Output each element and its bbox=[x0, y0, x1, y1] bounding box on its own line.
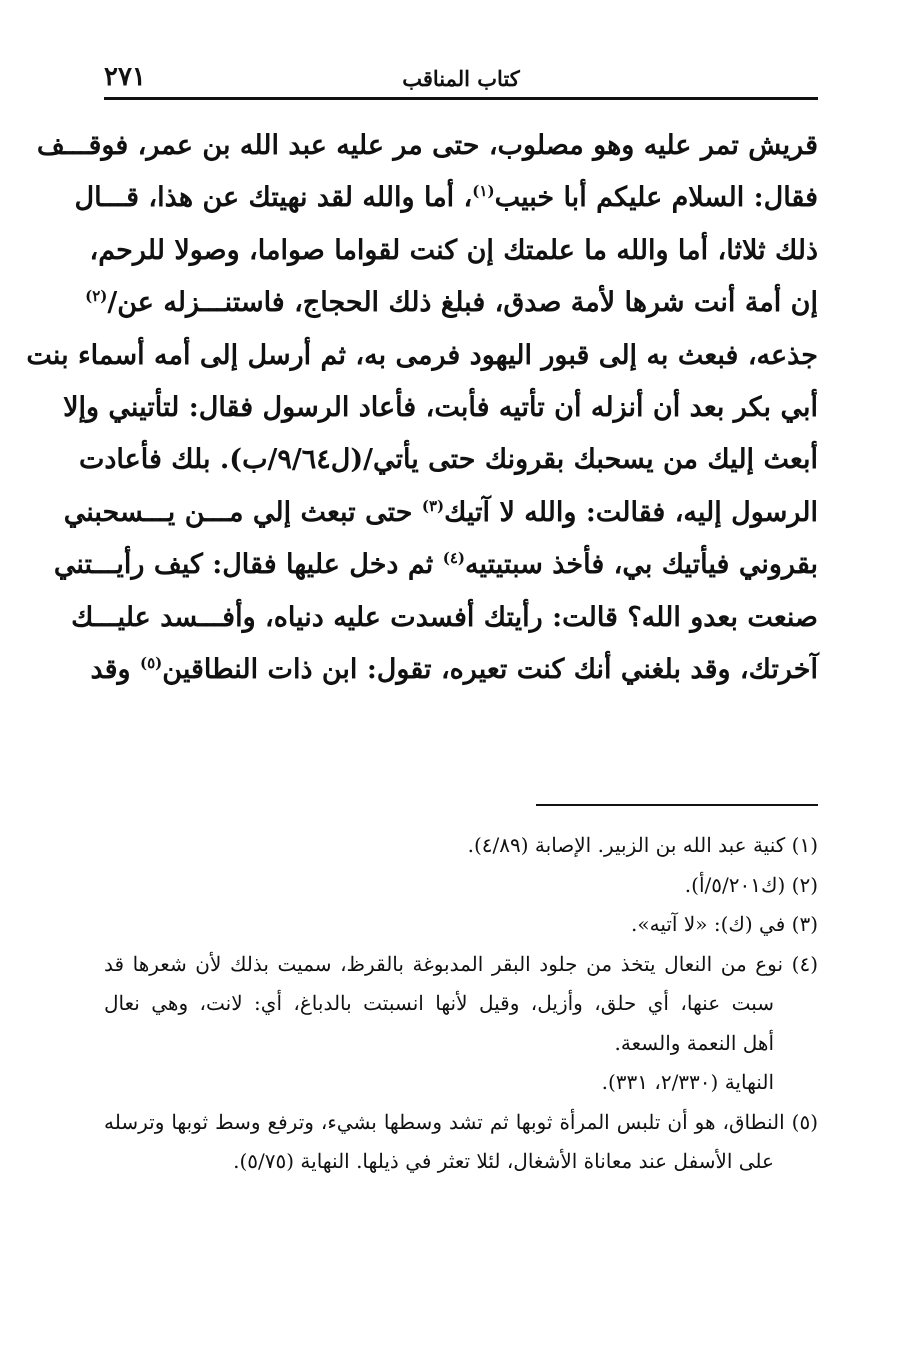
page-number: ٢٧١ bbox=[104, 62, 146, 92]
text-line: إن أمة أنت شرها لأمة صدق، فبلغ ذلك الحجاج، فاستنـــزله عن/$^{(٢)}$ bbox=[85, 287, 818, 319]
footnote-5: (٥) النطاق، هو أن تلبس المرأة ثوبها ثم تشد وسطها بشيء، وترفع وسط ثوبها وترسله bbox=[104, 1109, 818, 1134]
footnote-4-cont: سبت عنها، أي حلق، وأزيل، وقيل لأنها انسبتت بالدباغ، أي: لانت، وهي نعال bbox=[104, 991, 774, 1015]
text-line: جذعه، فبعث به إلى قبور اليهود فرمى به، ثم أرسل إلى أمه أسماء بنت bbox=[26, 339, 818, 371]
text-line: ذلك ثلاثا، أما والله ما علمتك إن كنت لقواما صواما، وصولا للرحم، bbox=[89, 234, 818, 266]
footnote-1: (١) كنية عبد الله بن الزبير. الإصابة (٤/٨٩). bbox=[467, 833, 818, 857]
footnote-ref: (٣) bbox=[421, 496, 445, 515]
footnote-ref: (٥) bbox=[139, 653, 163, 672]
footnote-separator bbox=[536, 804, 818, 806]
footnote-ref: (٤) bbox=[442, 549, 465, 568]
text-line: أبي بكر بعد أن أنزله أن تأتيه فأبت، فأعاد الرسول فقال: لتأتيني وإلا bbox=[63, 391, 818, 423]
text-line: فقال: السلام عليكم أبا خبيب$^{(١)}$، أما والله لقد نهيتك عن هذا، قـــال bbox=[74, 182, 818, 214]
footnote-4: (٤) نوع من النعال يتخذ من جلود البقر المدبوغة بالقرظ، سميت بذلك لأن شعرها قد bbox=[104, 951, 818, 976]
main-text bbox=[26, 120, 818, 696]
text-line: الرسول إليه، فقالت: والله لا آتيك$^{(٣)}$ حتى تبعث إلي مـــن يـــسحبني bbox=[63, 496, 818, 528]
footnote-3: (٣) في (ك): «لا آتيه». bbox=[631, 912, 818, 936]
footnote-4-cont: أهل النعمة والسعة. bbox=[614, 1030, 774, 1055]
text-line: قريش تمر عليه وهو مصلوب، حتى مر عليه عبد الله بن عمر، فوقـــف bbox=[36, 130, 818, 161]
header-rule bbox=[104, 97, 818, 100]
text-line: بقروني فيأتيك بي، فأخذ سبتيتيه$^{(٤)}$ ثم دخل عليها فقال: كيف رأيـــتني bbox=[53, 549, 818, 581]
chapter-title: كتاب المناقب bbox=[402, 66, 520, 91]
text-line: أبعث إليك من يسحبك بقرونك حتى يأتي/(ل٩/٦٤/ب). بلك فأعادت bbox=[78, 444, 818, 476]
footnote-2: (٢) (ك٥/٢٠١/أ). bbox=[684, 872, 818, 897]
footnotes bbox=[104, 826, 818, 1182]
text-line: آخرتك، وقد بلغني أنك كنت تعيره، تقول: ابن ذات النطاقين$^{(٥)}$ وقد bbox=[90, 653, 818, 685]
footnote-ref: (١) bbox=[472, 182, 495, 201]
page-header bbox=[104, 62, 818, 102]
text-line: صنعت بعدو الله؟ قالت: رأيتك أفسدت عليه دنياه، وأفـــسد عليـــك bbox=[71, 601, 818, 633]
footnote-4-source: النهاية (٢/٣٣٠، ٣٣١). bbox=[601, 1070, 774, 1094]
footnote-5-cont: على الأسفل عند معاناة الأشغال، لئلا تعثر في ذيلها. النهاية (٥/٧٥). bbox=[233, 1149, 774, 1173]
footnote-ref: (٢) bbox=[85, 287, 108, 306]
